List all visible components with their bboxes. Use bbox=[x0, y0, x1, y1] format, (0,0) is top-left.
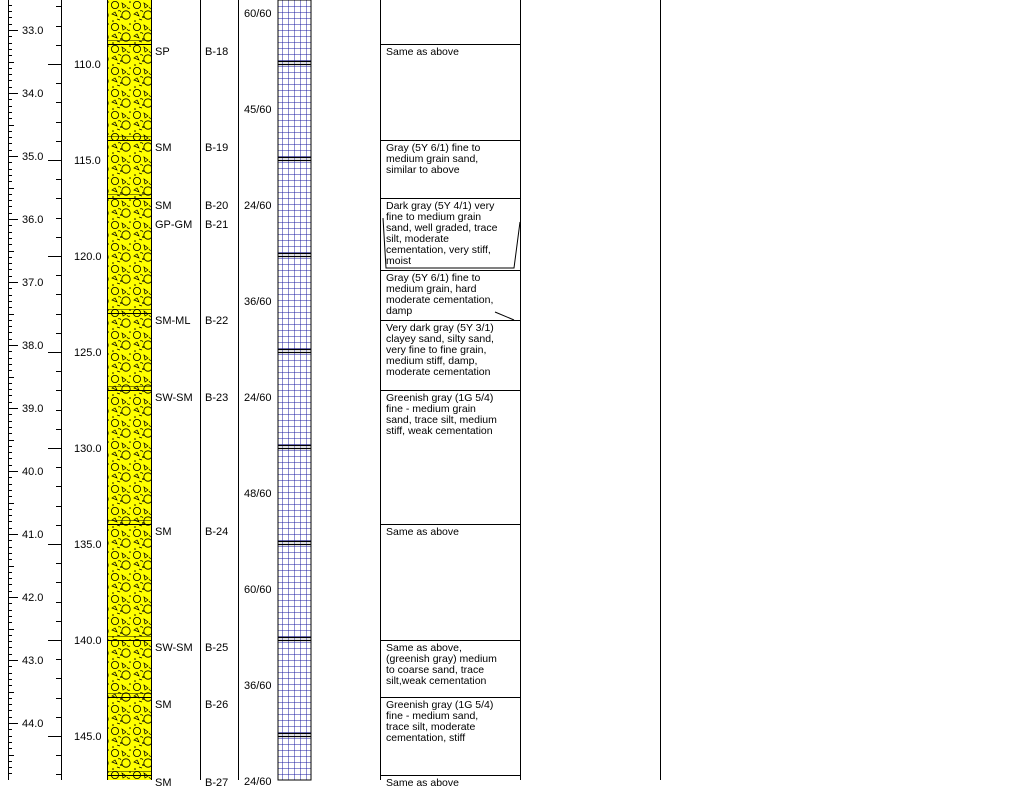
uscs-label: SM bbox=[155, 200, 172, 212]
sample-id-label: B-19 bbox=[205, 142, 229, 154]
depth-ft-label: 130.0 bbox=[74, 443, 102, 455]
description-line: medium stiff, damp, bbox=[386, 355, 478, 367]
description-line: fine - medium sand, bbox=[386, 710, 479, 722]
sample-id-label: B-26 bbox=[205, 699, 229, 711]
description-line: to coarse sand, trace bbox=[386, 664, 485, 676]
recovery-label: 60/60 bbox=[244, 8, 272, 20]
column-lines bbox=[9, 0, 661, 780]
description-block bbox=[386, 323, 514, 378]
recovery-label: 48/60 bbox=[244, 488, 272, 500]
sampler-grid-column bbox=[278, 0, 311, 780]
recovery-label: 45/60 bbox=[244, 104, 272, 116]
description-block bbox=[386, 143, 514, 176]
depth-m-label: 39.0 bbox=[22, 403, 44, 415]
description-line: moderate cementation bbox=[386, 366, 491, 378]
sample-id-label: B-21 bbox=[205, 219, 229, 231]
uscs-label: SM bbox=[155, 777, 172, 789]
description-block bbox=[386, 700, 514, 744]
depth-ft-label: 115.0 bbox=[74, 155, 101, 167]
description-line: Same as above bbox=[386, 526, 459, 538]
recovery-label: 60/60 bbox=[244, 584, 272, 596]
depth-m-label: 38.0 bbox=[22, 340, 44, 352]
sample-id-label: B-23 bbox=[205, 392, 229, 404]
depth-ft-label: 110.0 bbox=[74, 59, 101, 71]
sample-id-label: B-22 bbox=[205, 315, 229, 327]
uscs-label: SM bbox=[155, 526, 172, 538]
sample-id-label: B-25 bbox=[205, 642, 229, 654]
description-line: silt,weak cementation bbox=[386, 675, 487, 687]
sample-id-label: B-18 bbox=[205, 46, 229, 58]
description-line: sand, well graded, trace bbox=[386, 222, 498, 234]
depth-ft-label: 125.0 bbox=[74, 347, 102, 359]
uscs-label: SM-ML bbox=[155, 315, 191, 327]
uscs-labels bbox=[155, 46, 193, 789]
depth-m-label: 43.0 bbox=[22, 655, 44, 667]
depth-m-label: 40.0 bbox=[22, 466, 44, 478]
depth-m-label: 35.0 bbox=[22, 151, 44, 163]
description-line: very fine to fine grain, bbox=[386, 344, 487, 356]
description-block bbox=[386, 273, 514, 317]
depth-m-label: 42.0 bbox=[22, 592, 44, 604]
description-line: damp bbox=[386, 305, 413, 317]
depth-m-label: 33.0 bbox=[22, 25, 44, 37]
description-line: Same as above bbox=[386, 777, 459, 789]
description-line: trace silt, moderate bbox=[386, 721, 476, 733]
depth-ft-label: 120.0 bbox=[74, 251, 102, 263]
description-line: Same as above bbox=[386, 46, 459, 58]
uscs-label: SM bbox=[155, 142, 172, 154]
description-block bbox=[386, 527, 514, 538]
description-block bbox=[386, 643, 514, 687]
depth-m-label: 34.0 bbox=[22, 88, 44, 100]
description-line: medium grain, hard bbox=[386, 283, 477, 295]
depth-m-label: 41.0 bbox=[22, 529, 44, 541]
description-line: fine - medium grain bbox=[386, 403, 476, 415]
recovery-label: 24/60 bbox=[244, 392, 272, 404]
uscs-label: GP-GM bbox=[155, 219, 193, 231]
description-line: moderate cementation, bbox=[386, 294, 494, 306]
recovery-label: 24/60 bbox=[244, 776, 272, 788]
description-line: Dark gray (5Y 4/1) very bbox=[386, 200, 495, 212]
description-line: cementation, very stiff, bbox=[386, 244, 491, 256]
uscs-label: SW-SM bbox=[155, 642, 193, 654]
description-line: fine to medium grain bbox=[386, 211, 482, 223]
description-block bbox=[386, 778, 514, 789]
description-block bbox=[386, 393, 514, 437]
sample-id-label: B-24 bbox=[205, 526, 229, 538]
depth-ft-label: 135.0 bbox=[74, 539, 102, 551]
description-line: Gray (5Y 6/1) fine to bbox=[386, 272, 481, 284]
sample-id-label: B-20 bbox=[205, 200, 229, 212]
depth-m-label: 36.0 bbox=[22, 214, 44, 226]
description-line: sand, trace silt, medium bbox=[386, 414, 497, 426]
recovery-labels bbox=[244, 8, 272, 788]
recovery-label: 36/60 bbox=[244, 296, 272, 308]
description-line: Gray (5Y 6/1) fine to bbox=[386, 142, 481, 154]
depth-scale-feet bbox=[48, 7, 102, 775]
description-line: medium grain sand, bbox=[386, 153, 479, 165]
description-block bbox=[386, 201, 514, 267]
depth-scale-meters bbox=[8, 0, 43, 774]
description-line: cementation, stiff bbox=[386, 732, 466, 744]
description-line: Greenish gray (1G 5/4) bbox=[386, 392, 494, 404]
description-block bbox=[386, 47, 514, 58]
uscs-label: SW-SM bbox=[155, 392, 193, 404]
sample-id-label: B-27 bbox=[205, 777, 229, 789]
description-line: Very dark gray (5Y 3/1) bbox=[386, 322, 494, 334]
recovery-label: 24/60 bbox=[244, 200, 272, 212]
description-line: Same as above, bbox=[386, 642, 462, 654]
description-line: (greenish gray) medium bbox=[386, 653, 497, 665]
sample-labels bbox=[205, 46, 228, 789]
uscs-label: SP bbox=[155, 46, 170, 58]
depth-ft-label: 140.0 bbox=[74, 635, 102, 647]
description-line: stiff, weak cementation bbox=[386, 425, 493, 437]
description-line: Greenish gray (1G 5/4) bbox=[386, 699, 494, 711]
uscs-label: SM bbox=[155, 699, 172, 711]
depth-m-label: 44.0 bbox=[22, 718, 44, 730]
depth-ft-label: 145.0 bbox=[74, 731, 102, 743]
description-line: silt, moderate bbox=[386, 233, 450, 245]
description-line: clayey sand, silty sand, bbox=[386, 333, 494, 345]
description-line: moist bbox=[386, 255, 412, 267]
description-line: similar to above bbox=[386, 164, 460, 176]
recovery-label: 36/60 bbox=[244, 680, 272, 692]
depth-m-label: 37.0 bbox=[22, 277, 44, 289]
